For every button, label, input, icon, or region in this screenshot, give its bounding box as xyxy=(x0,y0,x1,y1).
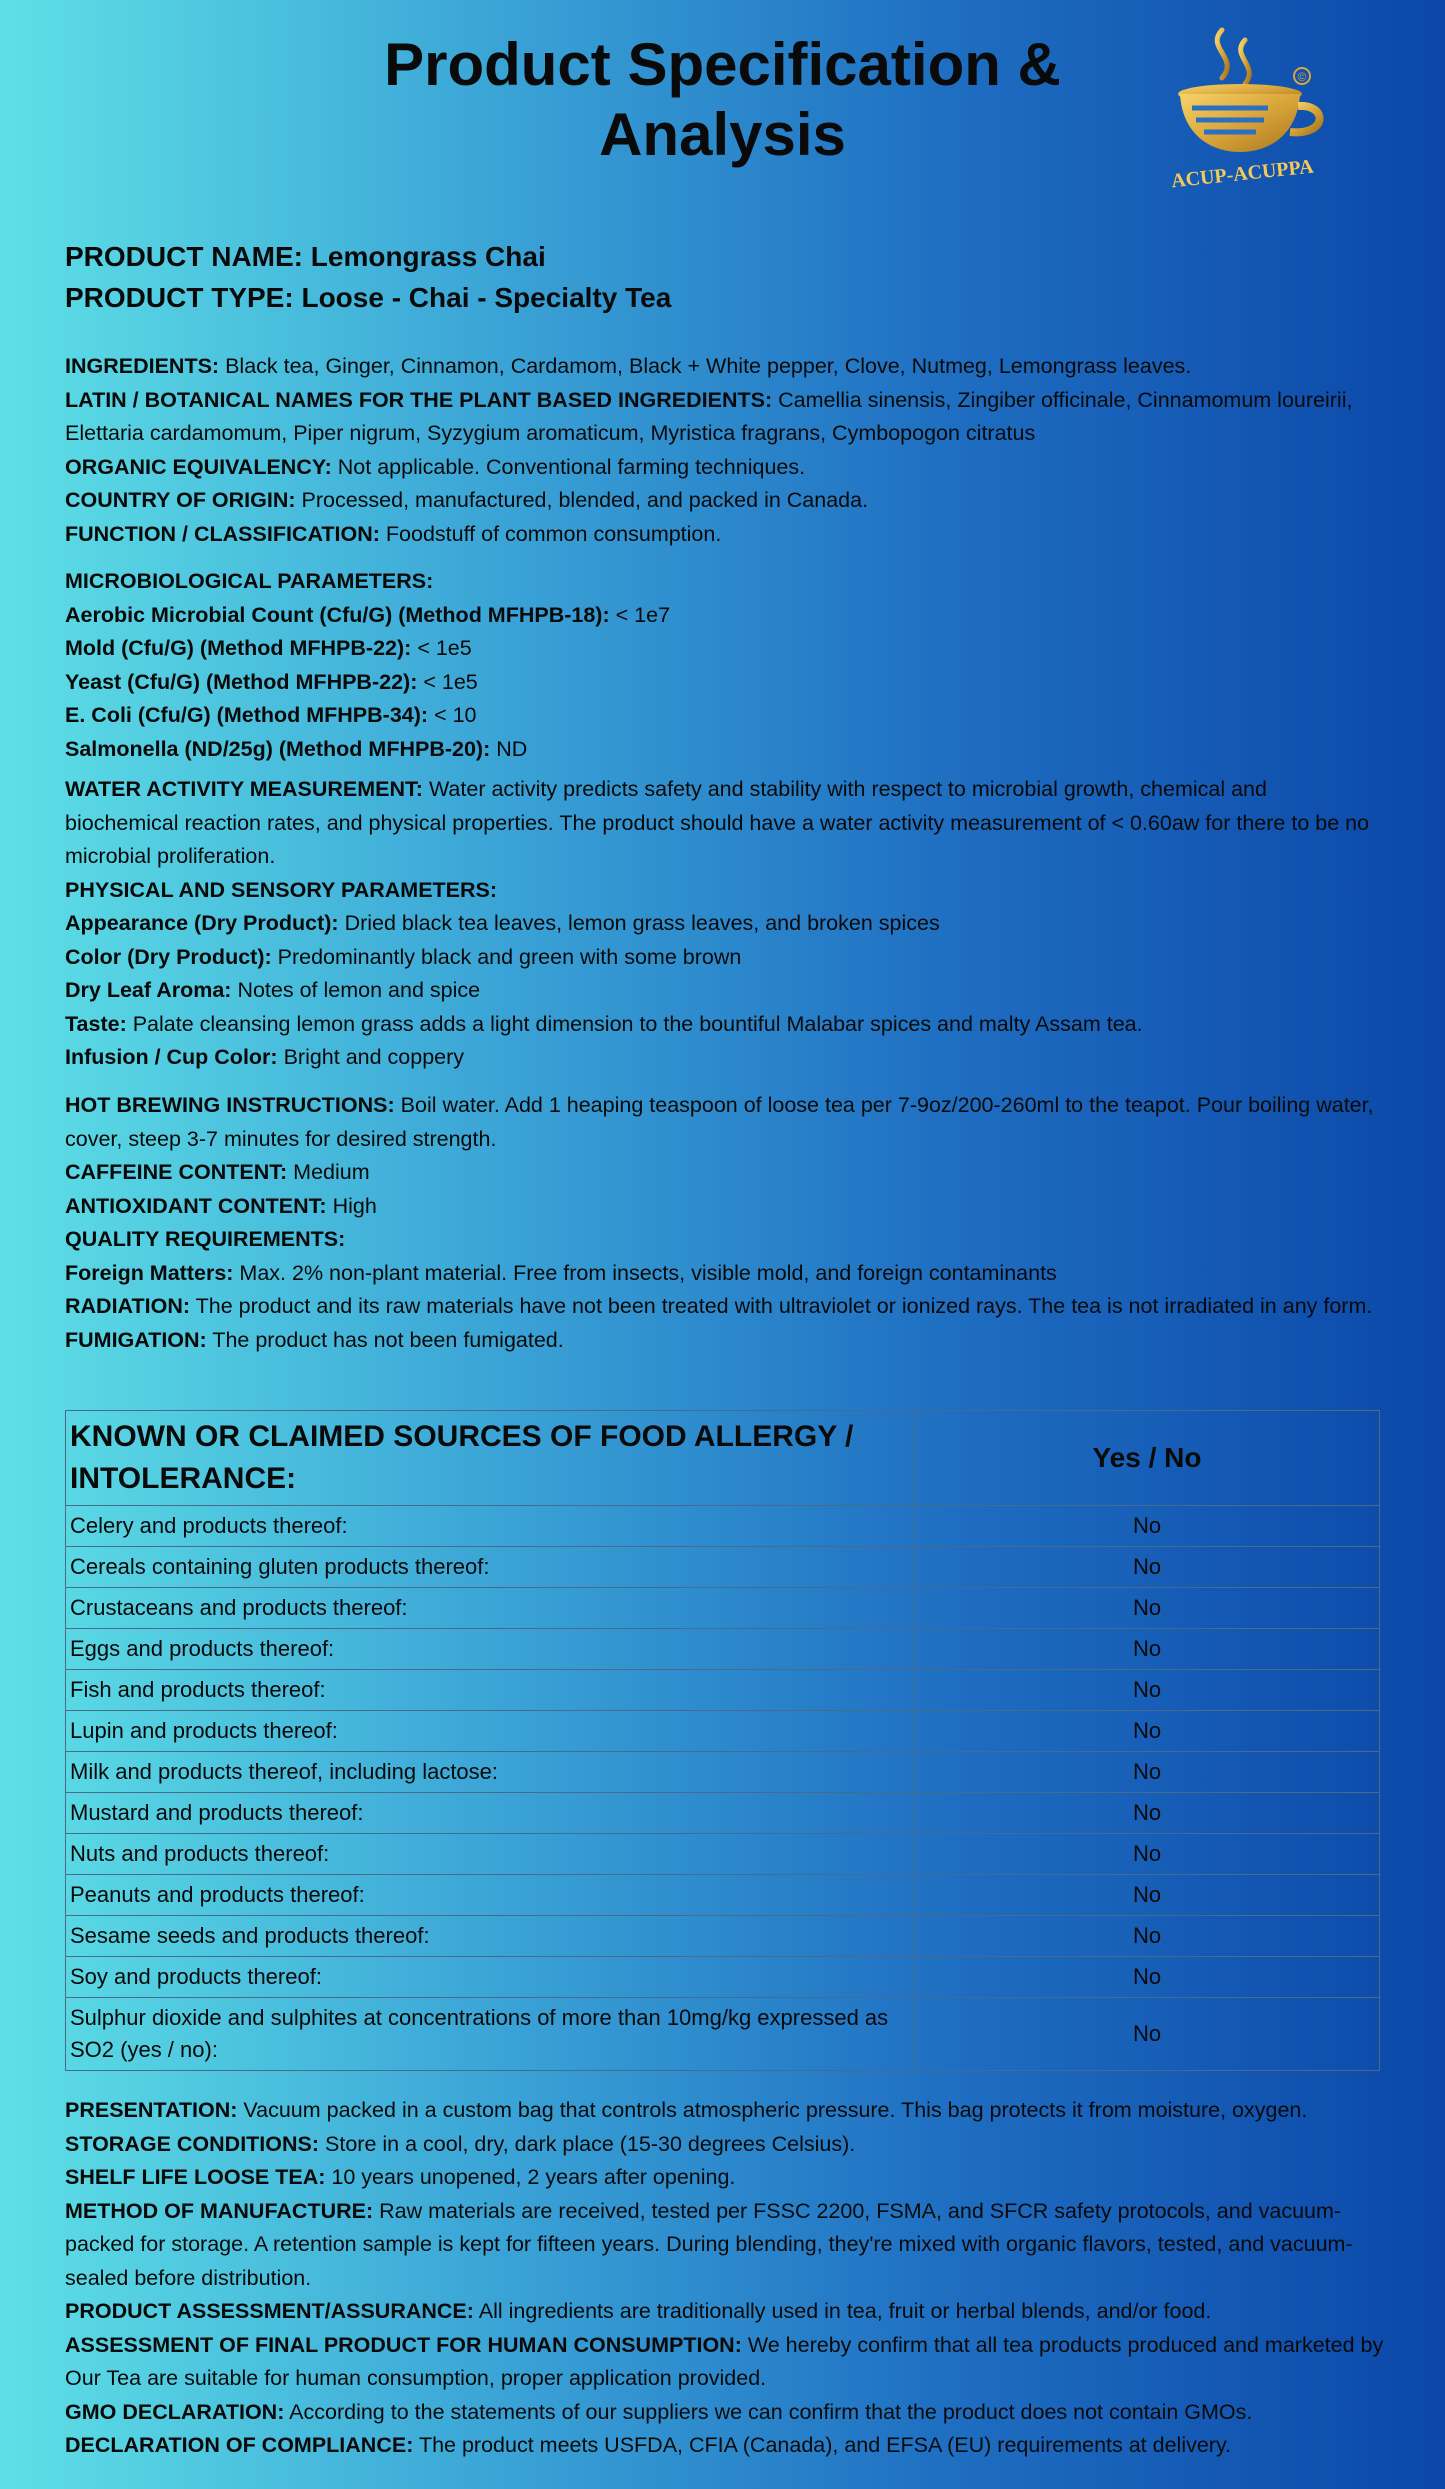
section1-entry xyxy=(65,484,1385,518)
allergy-header-left: KNOWN OR CLAIMED SOURCES OF FOOD ALLERGY / INTOLERANCE: xyxy=(66,1411,915,1506)
allergen-item: Celery and products thereof: xyxy=(66,1506,915,1547)
entry-label: FUNCTION / CLASSIFICATION: xyxy=(65,521,380,546)
allergen-item: Fish and products thereof: xyxy=(66,1670,915,1711)
allergen-answer: No xyxy=(915,1629,1380,1670)
entry-label: ORGANIC EQUIVALENCY: xyxy=(65,454,332,479)
entry-label: FUMIGATION: xyxy=(65,1327,207,1352)
copyright-mark: © xyxy=(1297,70,1307,84)
table-row xyxy=(66,1629,1380,1670)
section2-entry xyxy=(65,733,1385,767)
section4-entry xyxy=(65,1223,1385,1257)
title-line-2: Analysis xyxy=(599,101,846,168)
entry-label: Infusion / Cup Color: xyxy=(65,1045,278,1069)
physical-sensory-section xyxy=(65,773,1385,1075)
section5-entry xyxy=(65,2161,1385,2195)
section3-entry xyxy=(65,874,1385,908)
section4-entry xyxy=(65,1190,1385,1224)
entry-value: < 1e5 xyxy=(423,669,478,694)
entry-label: COUNTRY OF ORIGIN: xyxy=(65,488,296,512)
entry-value: Vacuum packed in a custom bag that controls atmospheric pressure. This bag protects it from moisture, oxygen. xyxy=(243,2098,1308,2122)
section1-entry xyxy=(65,451,1385,485)
product-name-label: PRODUCT NAME: xyxy=(65,241,303,272)
allergen-item: Sesame seeds and products thereof: xyxy=(66,1916,915,1957)
entry-label: INGREDIENTS: xyxy=(65,354,220,378)
allergen-answer: No xyxy=(915,1957,1380,1998)
allergen-answer: No xyxy=(915,1875,1380,1916)
entry-label: Taste: xyxy=(65,1011,127,1036)
product-header xyxy=(65,236,671,318)
section5-entry xyxy=(65,2094,1385,2128)
tea-cup-icon xyxy=(1150,20,1350,190)
section2-entry xyxy=(65,565,1385,599)
allergen-item: Soy and products thereof: xyxy=(66,1957,915,1998)
entry-label: Dry Leaf Aroma: xyxy=(65,978,232,1002)
allergen-item: Milk and products thereof, including lactose: xyxy=(66,1752,915,1793)
table-row xyxy=(66,1670,1380,1711)
entry-label: ANTIOXIDANT CONTENT: xyxy=(65,1193,327,1218)
product-type-row xyxy=(65,277,671,318)
section2-entry xyxy=(65,699,1385,733)
section5-entry xyxy=(65,2195,1385,2296)
table-row xyxy=(66,1711,1380,1752)
allergy-table xyxy=(65,1410,1380,2071)
allergen-answer: No xyxy=(915,1670,1380,1711)
allergen-item: Peanuts and products thereof: xyxy=(66,1875,915,1916)
entry-label: Appearance (Dry Product): xyxy=(65,911,339,935)
section2-entry xyxy=(65,632,1385,666)
entry-value: Max. 2% non-plant material. Free from insects, visible mold, and foreign contaminants xyxy=(239,1260,1057,1285)
section3-entry xyxy=(65,1008,1385,1042)
entry-label: Color (Dry Product): xyxy=(65,944,272,969)
entry-value: Processed, manufactured, blended, and packed in Canada. xyxy=(301,488,869,512)
storage-compliance-section xyxy=(65,2094,1385,2463)
entry-label: QUALITY REQUIREMENTS: xyxy=(65,1227,346,1251)
entry-value: Water activity predicts safety and stability with respect to microbial growth, chemical and biochemical reaction rates, and physical properties. The product should have a water activity measurement of < 0.60aw for there to be no microbial proliferation. xyxy=(65,777,1370,868)
entry-value: Not applicable. Conventional farming techniques. xyxy=(337,454,806,479)
entry-value: The product has not been fumigated. xyxy=(212,1327,564,1352)
allergen-item: Cereals containing gluten products thereof: xyxy=(66,1547,915,1588)
entry-label: Yeast (Cfu/G) (Method MFHPB-22): xyxy=(65,669,418,694)
section4-entry xyxy=(65,1290,1385,1324)
entry-label: MICROBIOLOGICAL PARAMETERS: xyxy=(65,569,434,593)
table-row xyxy=(66,1506,1380,1547)
allergen-item: Eggs and products thereof: xyxy=(66,1629,915,1670)
title-line-1: Product Specification & xyxy=(384,31,1061,98)
allergen-item: Mustard and products thereof: xyxy=(66,1793,915,1834)
allergy-header-right: Yes / No xyxy=(915,1411,1380,1506)
allergen-answer: No xyxy=(915,1711,1380,1752)
entry-label: PHYSICAL AND SENSORY PARAMETERS: xyxy=(65,877,498,902)
product-name-value: Lemongrass Chai xyxy=(310,241,546,272)
allergen-answer: No xyxy=(915,1916,1380,1957)
section4-entry xyxy=(65,1156,1385,1190)
section5-entry xyxy=(65,2429,1385,2463)
table-row xyxy=(66,1916,1380,1957)
entry-value: Foodstuff of common consumption. xyxy=(385,521,722,546)
entry-label: DECLARATION OF COMPLIANCE: xyxy=(65,2433,414,2457)
table-row xyxy=(66,1875,1380,1916)
entry-value: 10 years unopened, 2 years after opening. xyxy=(331,2165,736,2189)
entry-value: According to the statements of our suppliers we can confirm that the product does not contain GMOs. xyxy=(289,2399,1253,2424)
entry-value: Bright and coppery xyxy=(283,1045,465,1069)
entry-value: We hereby confirm that all tea products produced and marketed by Our Tea are suitable for human consumption, proper application provided. xyxy=(65,2332,1384,2390)
entry-label: PRODUCT ASSESSMENT/ASSURANCE: xyxy=(65,2299,474,2323)
entry-label: CAFFEINE CONTENT: xyxy=(65,1160,288,1184)
table-row xyxy=(66,1793,1380,1834)
table-row xyxy=(66,1834,1380,1875)
entry-label: E. Coli (Cfu/G) (Method MFHPB-34): xyxy=(65,703,429,727)
table-row xyxy=(66,1957,1380,1998)
allergen-item: Nuts and products thereof: xyxy=(66,1834,915,1875)
section5-entry xyxy=(65,2329,1385,2396)
entry-label: Foreign Matters: xyxy=(65,1260,234,1285)
entry-label: GMO DECLARATION: xyxy=(65,2399,285,2424)
section2-entry xyxy=(65,666,1385,700)
entry-label: STORAGE CONDITIONS: xyxy=(65,2131,320,2156)
product-type-label: PRODUCT TYPE: xyxy=(65,282,294,313)
entry-value: < 10 xyxy=(434,703,477,727)
allergen-item: Sulphur dioxide and sulphites at concentrations of more than 10mg/kg expressed as SO2 (yes / no): xyxy=(66,1998,915,2071)
entry-value: Medium xyxy=(293,1160,370,1184)
section1-entry xyxy=(65,350,1385,384)
entry-label: Mold (Cfu/G) (Method MFHPB-22): xyxy=(65,636,412,660)
entry-label: SHELF LIFE LOOSE TEA: xyxy=(65,2165,326,2189)
section3-entry xyxy=(65,907,1385,941)
entry-label: PRESENTATION: xyxy=(65,2098,238,2122)
entry-value: All ingredients are traditionally used in tea, fruit or herbal blends, and/or food. xyxy=(478,2299,1212,2323)
table-row xyxy=(66,1588,1380,1629)
entry-value: < 1e5 xyxy=(417,636,472,660)
table-row xyxy=(66,1752,1380,1793)
allergen-item: Lupin and products thereof: xyxy=(66,1711,915,1752)
entry-label: Salmonella (ND/25g) (Method MFHPB-20): xyxy=(65,736,491,761)
entry-value: High xyxy=(332,1193,377,1218)
entry-label: RADIATION: xyxy=(65,1294,191,1318)
entry-value: Palate cleansing lemon grass adds a light dimension to the bountiful Malabar spices and malty Assam tea. xyxy=(132,1011,1143,1036)
section1-entry xyxy=(65,384,1385,451)
allergen-answer: No xyxy=(915,1506,1380,1547)
allergen-answer: No xyxy=(915,1793,1380,1834)
entry-value: Black tea, Ginger, Cinnamon, Cardamom, Black + White pepper, Clove, Nutmeg, Lemongrass leaves. xyxy=(225,354,1192,378)
entry-label: HOT BREWING INSTRUCTIONS: xyxy=(65,1093,395,1117)
section3-entry xyxy=(65,773,1385,874)
microbiological-section xyxy=(65,565,1385,766)
brewing-quality-section xyxy=(65,1089,1385,1357)
section5-entry xyxy=(65,2396,1385,2430)
general-info-section xyxy=(65,350,1385,551)
allergen-answer: No xyxy=(915,1752,1380,1793)
section2-entry xyxy=(65,599,1385,633)
entry-label: Aerobic Microbial Count (Cfu/G) (Method MFHPB-18): xyxy=(65,602,610,627)
entry-value: Boil water. Add 1 heaping teaspoon of loose tea per 7-9oz/200-260ml to the teapot. Pour boiling water, cover, steep 3-7 minutes for desired strength. xyxy=(65,1093,1374,1151)
product-type-value: Loose - Chai - Specialty Tea xyxy=(301,282,672,313)
entry-value: Store in a cool, dry, dark place (15-30 degrees Celsius). xyxy=(325,2131,856,2156)
entry-value: Dried black tea leaves, lemon grass leaves, and broken spices xyxy=(344,911,940,935)
section4-entry xyxy=(65,1089,1385,1156)
entry-label: LATIN / BOTANICAL NAMES FOR THE PLANT BASED INGREDIENTS: xyxy=(65,387,773,412)
entry-label: WATER ACTIVITY MEASUREMENT: xyxy=(65,777,423,801)
section3-entry xyxy=(65,974,1385,1008)
entry-label: ASSESSMENT OF FINAL PRODUCT FOR HUMAN CONSUMPTION: xyxy=(65,2332,742,2357)
allergen-answer: No xyxy=(915,1588,1380,1629)
entry-value: Camellia sinensis, Zingiber officinale, Cinnamomum loureirii, Elettaria cardamomum, Piper nigrum, Syzygium aromaticum, Myristica fragrans, Cymbopogon citratus xyxy=(65,387,1353,445)
entry-value: Notes of lemon and spice xyxy=(237,978,481,1002)
section3-entry xyxy=(65,941,1385,975)
entry-value: Predominantly black and green with some brown xyxy=(277,944,742,969)
section4-entry xyxy=(65,1324,1385,1358)
section5-entry xyxy=(65,2128,1385,2162)
allergen-answer: No xyxy=(915,1834,1380,1875)
section3-entry xyxy=(65,1041,1385,1075)
entry-value: Raw materials are received, tested per FSSC 2200, FSMA, and SFCR safety protocols, and vacuum-packed for storage. A retention sample is kept for fifteen years. During blending, they're mixed with organic flavors, tested, and vacuum-sealed before distribution. xyxy=(65,2198,1353,2290)
table-row xyxy=(66,1998,1380,2071)
entry-value: ND xyxy=(496,736,528,761)
section5-entry xyxy=(65,2295,1385,2329)
entry-value: The product meets USFDA, CFIA (Canada), and EFSA (EU) requirements at delivery. xyxy=(418,2433,1232,2457)
entry-label: METHOD OF MANUFACTURE: xyxy=(65,2198,374,2223)
allergen-answer: No xyxy=(915,1998,1380,2071)
product-name-row xyxy=(65,236,671,277)
logo-text: ACUP-ACUPPA xyxy=(1170,155,1315,190)
allergen-item: Crustaceans and products thereof: xyxy=(66,1588,915,1629)
brand-logo xyxy=(1150,20,1350,190)
allergen-answer: No xyxy=(915,1547,1380,1588)
section1-entry xyxy=(65,518,1385,552)
entry-value: < 1e7 xyxy=(615,602,671,627)
entry-value: The product and its raw materials have not been treated with ultraviolet or ionized rays. The tea is not irradiated in any form. xyxy=(195,1294,1373,1318)
table-row xyxy=(66,1547,1380,1588)
section4-entry xyxy=(65,1257,1385,1291)
